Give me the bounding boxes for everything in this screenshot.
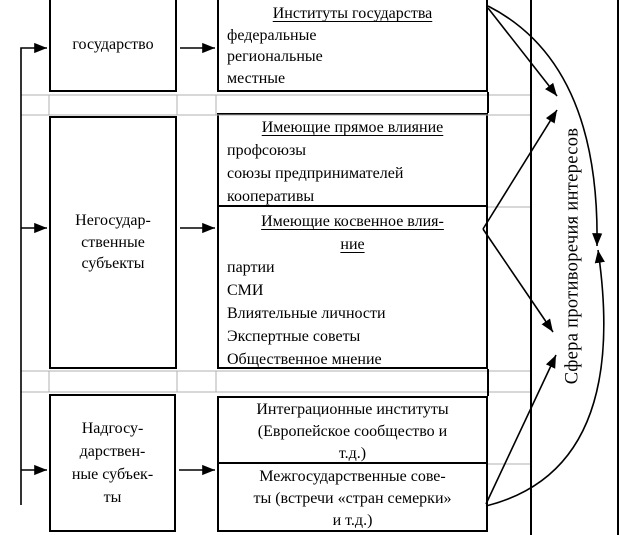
box-supra-state-line: ные субъек- [71, 466, 154, 483]
indirect-influence-item: Влиятельные личности [227, 305, 386, 322]
box-non-state-line: субъекты [81, 255, 145, 273]
direct-influence-item: союзы предпринимателей [227, 165, 404, 182]
section-integration [219, 398, 486, 464]
box-influence [217, 113, 488, 369]
interstate-line: ты (встречи «стран семерки» [253, 490, 452, 507]
bracket-arrow-state [21, 48, 47, 505]
box-supra-state-line: Надгосу- [81, 420, 144, 437]
integration-line: Интеграционные институты [256, 401, 449, 418]
integration-line: (Европейское сообщество и [257, 423, 448, 440]
box-supra-state-line: ты [103, 489, 122, 506]
interstate-line: Межгосударственные сове- [259, 468, 446, 485]
section-indirect-influence [219, 209, 486, 367]
indirect-influence-item: Общественное мнение [227, 351, 382, 368]
state-institutions-item: местные [227, 69, 286, 87]
section-interstate [219, 466, 486, 530]
integration-line: т.д.) [338, 445, 367, 462]
interstate-line: и т.д.) [332, 512, 373, 529]
box-non-state [49, 116, 177, 369]
left-bracket-arrows [21, 48, 47, 505]
indirect-influence-item: СМИ [227, 282, 264, 299]
indirect-influence-item: Экспертные советы [227, 328, 361, 345]
direct-influence-item: кооперативы [227, 188, 315, 205]
state-institutions-item: федеральные [227, 26, 317, 44]
direct-influence-title: Имеющие прямое влияние [261, 119, 444, 136]
indirect-influence-title: ние [340, 236, 365, 253]
box-state [49, 0, 177, 92]
sphere-label: Сфера противоречия интересов [562, 127, 583, 385]
box-supra-state-line: дарствен- [79, 443, 146, 460]
box-non-state-line: ственные [81, 233, 145, 251]
indirect-influence-item: партии [227, 259, 275, 276]
section-direct-influence [219, 115, 486, 207]
state-institutions-title: Институты государства [272, 5, 433, 22]
direct-influence-item: профсоюзы [227, 142, 307, 159]
box-state-institutions [217, 0, 488, 92]
box-supranational-institutions [217, 396, 488, 532]
indirect-influence-title: Имеющие косвенное влия- [261, 213, 444, 230]
box-state-label: государство [72, 35, 154, 53]
box-non-state-line: Негосудар- [75, 212, 151, 230]
subject-to-institution-arrows [179, 48, 215, 470]
box-supra-state [49, 394, 176, 532]
state-institutions-item: региональные [227, 48, 323, 65]
